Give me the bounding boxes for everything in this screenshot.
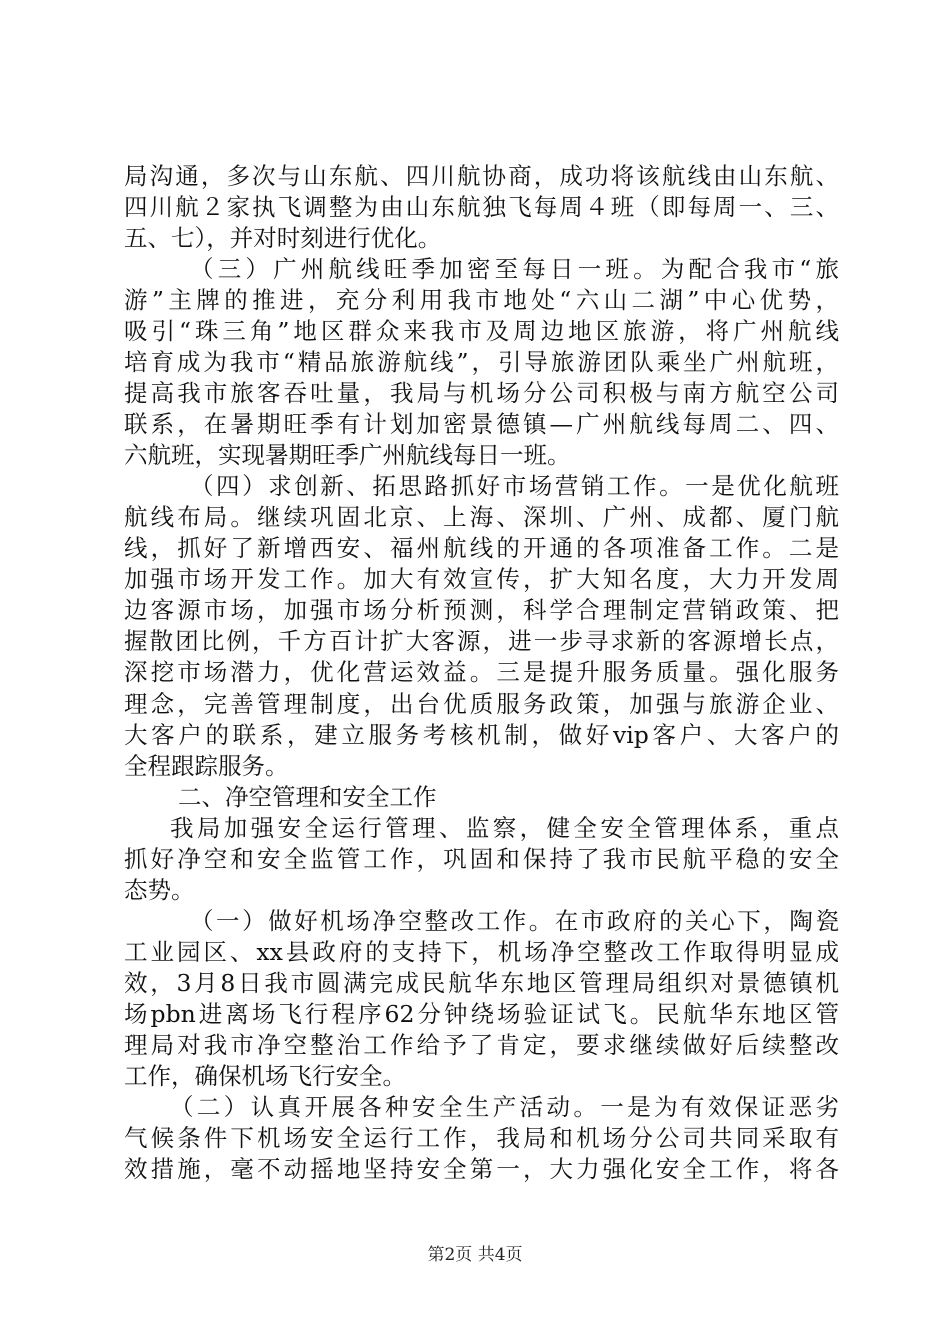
text-line: 四川航２家执飞调整为由山东航独飞每周４班（即每周一、三、 [124, 193, 839, 222]
text-line: 理念，完善管理制度，出台优质服务政策，加强与旅游企业、 [124, 689, 839, 718]
text-line: （二）认真开展各种安全生产活动。一是为有效保证恶劣 [170, 1092, 839, 1121]
text-line: 培育成为我市“精品旅游航线”，引导旅游团队乘坐广州航班， [124, 348, 839, 377]
text-line: 五、七），并对时刻进行优化。 [124, 224, 442, 253]
text-line: 理局对我市净空整治工作给予了肯定，要求继续做好后续整改 [124, 1030, 839, 1059]
text-line: 线，抓好了新增西安、福州航线的开通的各项准备工作。二是 [124, 534, 839, 563]
text-line: 吸引“珠三角”地区群众来我市及周边地区旅游，将广州航线 [124, 317, 839, 346]
text-line: 边客源市场，加强市场分析预测，科学合理制定营销政策、把 [124, 596, 839, 625]
text-line: 效，3月8日我市圆满完成民航华东地区管理局组织对景德镇机 [124, 968, 839, 997]
section-heading: 二、净空管理和安全工作 [178, 782, 437, 811]
text-line: 深挖市场潜力，优化营运效益。三是提升服务质量。强化服务 [124, 658, 839, 687]
text-line: 提高我市旅客吞吐量，我局与机场分公司积极与南方航空公司 [124, 379, 839, 408]
text-line: 工作，确保机场飞行安全。 [124, 1061, 406, 1090]
text-line: （三）广州航线旺季加密至每日一班。为配合我市“旅 [190, 255, 839, 284]
text-line: 场pbn进离场飞行程序62分钟绕场验证试飞。民航华东地区管 [124, 999, 839, 1028]
text-line: 加强市场开发工作。加大有效宣传，扩大知名度，大力开发周 [124, 565, 839, 594]
text-line: （一）做好机场净空整改工作。在市政府的关心下，陶瓷 [190, 906, 839, 935]
text-line: 全程跟踪服务。 [124, 751, 289, 780]
text-line: 联系，在暑期旺季有计划加密景德镇—广州航线每周二、四、 [124, 410, 839, 439]
text-line: 握散团比例，千方百计扩大客源，进一步寻求新的客源增长点， [124, 627, 839, 656]
text-line: 我局加强安全运行管理、监察，健全安全管理体系，重点 [170, 813, 839, 842]
text-line: 态势。 [124, 875, 195, 904]
page-footer: 第2页 共4页 [427, 1245, 523, 1265]
text-line: 六航班，实现暑期旺季广州航线每日一班。 [124, 441, 571, 470]
text-line: 工业园区、xx县政府的支持下，机场净空整改工作取得明显成 [124, 937, 839, 966]
text-line: 航线布局。继续巩固北京、上海、深圳、广州、成都、厦门航 [124, 503, 839, 532]
text-line: 效措施，毫不动摇地坚持安全第一，大力强化安全工作，将各 [124, 1154, 839, 1183]
text-line: （四）求创新、拓思路抓好市场营销工作。一是优化航班 [190, 472, 839, 501]
text-line: 气候条件下机场安全运行工作，我局和机场分公司共同采取有 [124, 1123, 839, 1152]
text-line: 局沟通，多次与山东航、四川航协商，成功将该航线由山东航、 [124, 162, 839, 190]
text-line: 抓好净空和安全监管工作，巩固和保持了我市民航平稳的安全 [124, 844, 839, 873]
text-line: 游”主牌的推进，充分利用我市地处“六山二湖”中心优势， [124, 286, 839, 315]
text-line: 大客户的联系，建立服务考核机制，做好vip客户、大客户的 [124, 720, 839, 749]
